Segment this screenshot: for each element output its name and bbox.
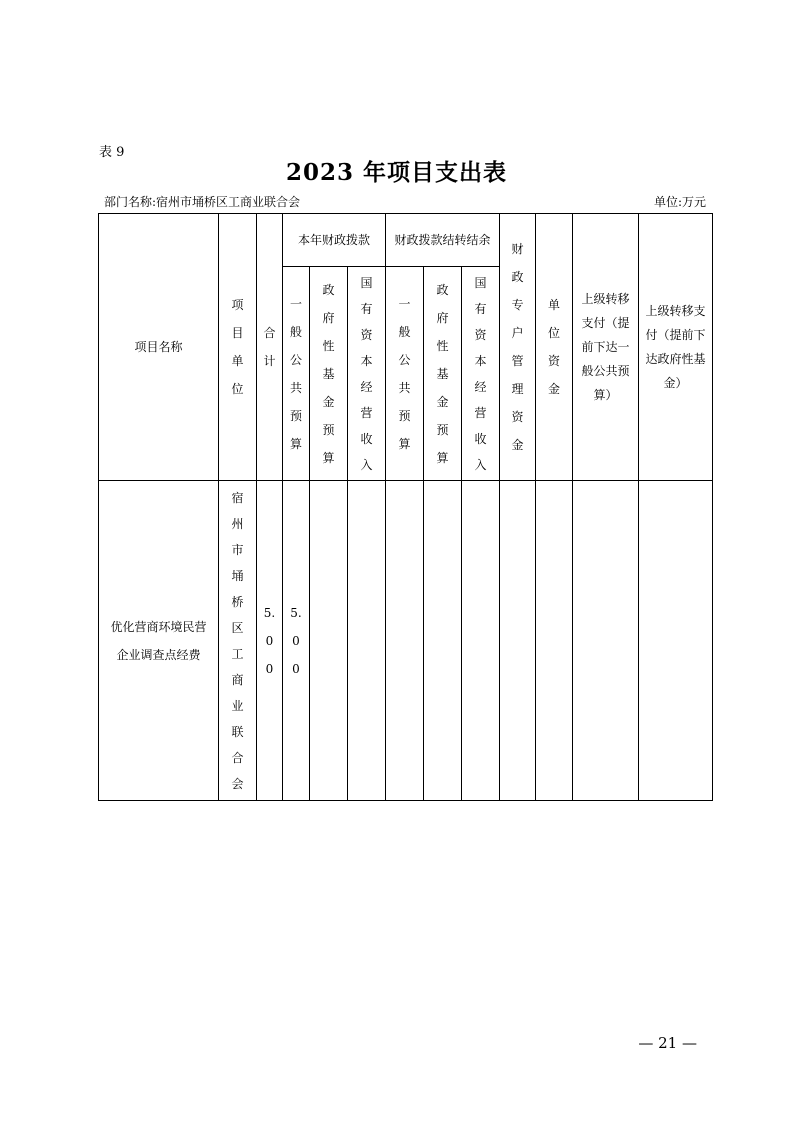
cell-project-unit: 宿州市埇桥区工商业联合会 (219, 481, 257, 801)
header-special-fund: 财政专户管理资金 (500, 214, 536, 481)
cell-total: 5.00 (257, 481, 283, 801)
header-carry-gov-fund-budget: 政府性基金预算 (424, 267, 462, 481)
header-carry-state-capital-income: 国有资本经营收入 (462, 267, 500, 481)
cell-carry-general (386, 481, 424, 801)
page-title: 2023 年项目支出表 (285, 159, 508, 186)
header-carry-general-public-budget: 一般公共预算 (386, 267, 424, 481)
header-transfer-general: 上级转移支付（提前下达一般公共预算） (573, 214, 639, 481)
cell-gov-fund-budget (310, 481, 348, 801)
header-general-public-budget: 一般公共预算 (283, 267, 310, 481)
page-number: — 21 — (638, 1034, 697, 1052)
header-current-year-group: 本年财政拨款 (283, 214, 386, 267)
cell-carry-state-capital (462, 481, 500, 801)
header-gov-fund-budget: 政府性基金预算 (310, 267, 348, 481)
project-expenditure-table (98, 213, 713, 801)
table-row (99, 481, 713, 801)
header-carryover-group: 财政拨款结转结余 (386, 214, 500, 267)
header-unit-fund: 单位资金 (536, 214, 573, 481)
header-transfer-gov-fund: 上级转移支付（提前下达政府性基金） (639, 214, 713, 481)
header-project-unit: 项目单位 (219, 214, 257, 481)
header-total: 合计 (257, 214, 283, 481)
cell-transfer-general (573, 481, 639, 801)
cell-transfer-gov-fund (639, 481, 713, 801)
header-state-capital-income: 国有资本经营收入 (348, 267, 386, 481)
cell-special-fund (500, 481, 536, 801)
header-project-name: 项目名称 (99, 214, 219, 481)
unit-label: 单位:万元 (653, 195, 706, 209)
cell-project-name: 优化营商环境民营企业调查点经费 (99, 481, 219, 801)
cell-general-public-budget: 5.00 (283, 481, 310, 801)
cell-state-capital-income (348, 481, 386, 801)
table-number: 表 9 (99, 145, 125, 160)
department-label: 部门名称:宿州市埇桥区工商业联合会 (104, 195, 301, 209)
cell-carry-gov-fund (424, 481, 462, 801)
cell-unit-fund (536, 481, 573, 801)
